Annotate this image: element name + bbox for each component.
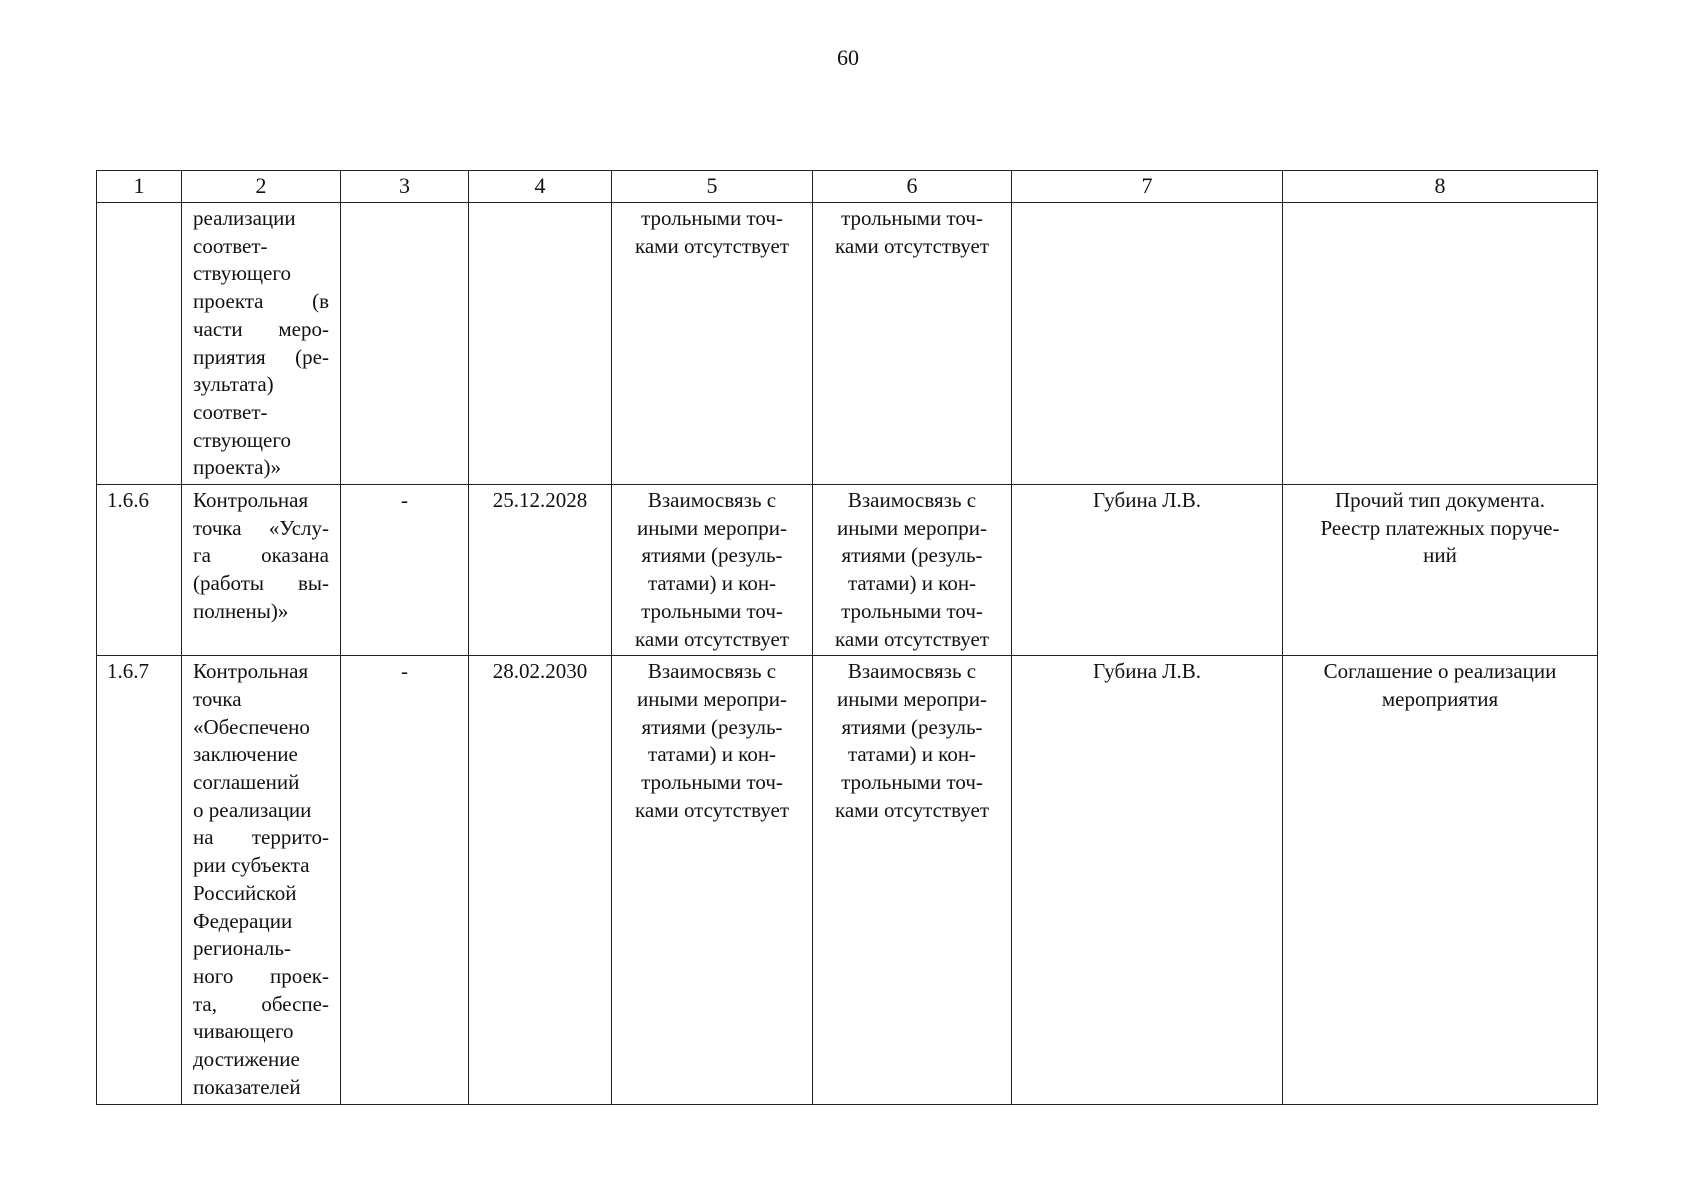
header-col-5: 5 bbox=[612, 171, 813, 203]
cell-text-line: реализации bbox=[193, 206, 296, 230]
row-relation-cell bbox=[612, 656, 813, 1104]
row-code-cell: 1.6.7 bbox=[97, 656, 182, 1104]
cell-text-line: полнены)» bbox=[193, 598, 289, 623]
cell-text-line: Российской bbox=[193, 880, 297, 905]
cell-text-line: Контрольная bbox=[193, 488, 309, 513]
cell-text-line: ятиями (резуль- bbox=[641, 543, 783, 568]
cell-text-line: иными меропри- bbox=[637, 515, 787, 540]
cell-text-line: соответ- bbox=[193, 399, 268, 424]
cell-text-line: ствующего bbox=[193, 261, 291, 286]
cell-text-line: достижение bbox=[193, 1047, 300, 1072]
cell-text-line: ятиями (резуль- bbox=[841, 714, 983, 739]
cell-text-line: соглашений bbox=[193, 770, 300, 795]
cell-text-line: «Обеспечено bbox=[193, 714, 310, 739]
cell-text-line: проекта)» bbox=[193, 455, 281, 480]
cell-text-line: Взаимосвязь с bbox=[647, 488, 777, 513]
continuation-relation-cell bbox=[612, 203, 813, 485]
header-row bbox=[97, 171, 1598, 203]
cell-text-line: региональ- bbox=[193, 936, 291, 961]
cell-text-line: ний bbox=[1423, 543, 1457, 568]
continuation-code-cell bbox=[97, 203, 182, 485]
header-col-1: 1 bbox=[97, 171, 182, 203]
cell-text-line: иными меропри- bbox=[837, 515, 987, 540]
continuation-row bbox=[97, 203, 1598, 485]
cell-text-line: Взаимосвязь с bbox=[647, 659, 777, 684]
header-col-3: 3 bbox=[341, 171, 469, 203]
cell-text-line: трольными точ- bbox=[641, 770, 783, 795]
cell-text-line: Соглашение о реализации bbox=[1323, 659, 1557, 684]
cell-text-line: на террито- bbox=[193, 825, 329, 850]
row-name-cell bbox=[182, 656, 341, 1104]
continuation-responsible-cell bbox=[1012, 203, 1283, 485]
cell-text-line: га оказана bbox=[193, 543, 329, 568]
row-relation-cell-2 bbox=[813, 656, 1012, 1104]
cell-text-line: Взаимосвязь с bbox=[847, 659, 977, 684]
header-col-2: 2 bbox=[182, 171, 341, 203]
cell-text-line: части меро- bbox=[193, 316, 329, 341]
cell-text-line: ками отсутствует bbox=[834, 233, 990, 258]
cell-text-line: мероприятия bbox=[1381, 686, 1499, 711]
header-col-7: 7 bbox=[1012, 171, 1283, 203]
cell-text-line: трольными точ- bbox=[641, 206, 783, 230]
table-row bbox=[97, 485, 1598, 656]
cell-text-line: ками отсутствует bbox=[834, 797, 990, 822]
continuation-col3-cell bbox=[341, 203, 469, 485]
row-responsible-cell: Губина Л.В. bbox=[1012, 485, 1283, 656]
cell-text-line: точка «Услу- bbox=[193, 515, 329, 540]
row-document-cell bbox=[1283, 485, 1598, 656]
cell-text-line: ками отсутствует bbox=[834, 626, 990, 651]
cell-text-line: трольными точ- bbox=[841, 770, 983, 795]
row-relation-cell bbox=[612, 485, 813, 656]
row-name-cell bbox=[182, 485, 341, 656]
row-code-cell: 1.6.6 bbox=[97, 485, 182, 656]
cell-text-line: иными меропри- bbox=[837, 686, 987, 711]
table-row bbox=[97, 656, 1598, 1104]
cell-text-line: татами) и кон- bbox=[647, 571, 777, 596]
cell-text-line: трольными точ- bbox=[641, 598, 783, 623]
cell-text-line: приятия (ре- bbox=[193, 344, 329, 369]
cell-text-line: соответ- bbox=[193, 233, 268, 258]
row-relation-cell-2 bbox=[813, 485, 1012, 656]
cell-text-line: (работы вы- bbox=[193, 571, 329, 596]
row-document-cell bbox=[1283, 656, 1598, 1104]
cell-text-line: рии субъекта bbox=[193, 853, 310, 878]
cell-text-line: трольными точ- bbox=[841, 598, 983, 623]
cell-text-line: Прочий тип документа. bbox=[1335, 488, 1545, 513]
cell-text-line: ками отсутствует bbox=[634, 233, 790, 258]
cell-text-line: та, обеспе- bbox=[193, 991, 329, 1016]
cell-text-line: Реестр платежных поруче- bbox=[1320, 515, 1560, 540]
document-table bbox=[96, 170, 1598, 1105]
cell-text-line: иными меропри- bbox=[637, 686, 787, 711]
cell-text-line: о реализации bbox=[193, 797, 312, 822]
row-date-cell: 28.02.2030 bbox=[469, 656, 612, 1104]
cell-text-line: точка bbox=[193, 686, 242, 711]
cell-text-line: трольными точ- bbox=[841, 206, 983, 230]
continuation-name-cell bbox=[182, 203, 341, 485]
cell-text-line: татами) и кон- bbox=[847, 742, 977, 767]
cell-text-line: ятиями (резуль- bbox=[841, 543, 983, 568]
row-col3-cell: - bbox=[341, 485, 469, 656]
cell-text-line: ного проек- bbox=[193, 963, 329, 988]
continuation-relation-cell-2 bbox=[813, 203, 1012, 485]
continuation-date-cell bbox=[469, 203, 612, 485]
row-date-cell: 25.12.2028 bbox=[469, 485, 612, 656]
cell-text-line: ствующего bbox=[193, 427, 291, 452]
cell-text-line: татами) и кон- bbox=[647, 742, 777, 767]
cell-text-line: Федерации bbox=[193, 908, 293, 933]
header-col-6: 6 bbox=[813, 171, 1012, 203]
cell-text-line: ками отсутствует bbox=[634, 626, 790, 651]
continuation-document-cell bbox=[1283, 203, 1598, 485]
row-responsible-cell: Губина Л.В. bbox=[1012, 656, 1283, 1104]
cell-text-line: зультата) bbox=[193, 372, 274, 397]
cell-text-line: татами) и кон- bbox=[847, 571, 977, 596]
cell-text-line: чивающего bbox=[193, 1019, 294, 1044]
header-col-4: 4 bbox=[469, 171, 612, 203]
cell-text-line: Контрольная bbox=[193, 659, 309, 684]
cell-text-line: ками отсутствует bbox=[634, 797, 790, 822]
page-number: 60 bbox=[837, 45, 859, 70]
header-col-8: 8 bbox=[1283, 171, 1598, 203]
row-col3-cell: - bbox=[341, 656, 469, 1104]
cell-text-line: проекта (в bbox=[193, 289, 329, 314]
cell-text-line: ятиями (резуль- bbox=[641, 714, 783, 739]
cell-text-line: Взаимосвязь с bbox=[847, 488, 977, 513]
cell-text-line: заключение bbox=[193, 742, 298, 767]
cell-text-line: показателей bbox=[193, 1074, 301, 1099]
